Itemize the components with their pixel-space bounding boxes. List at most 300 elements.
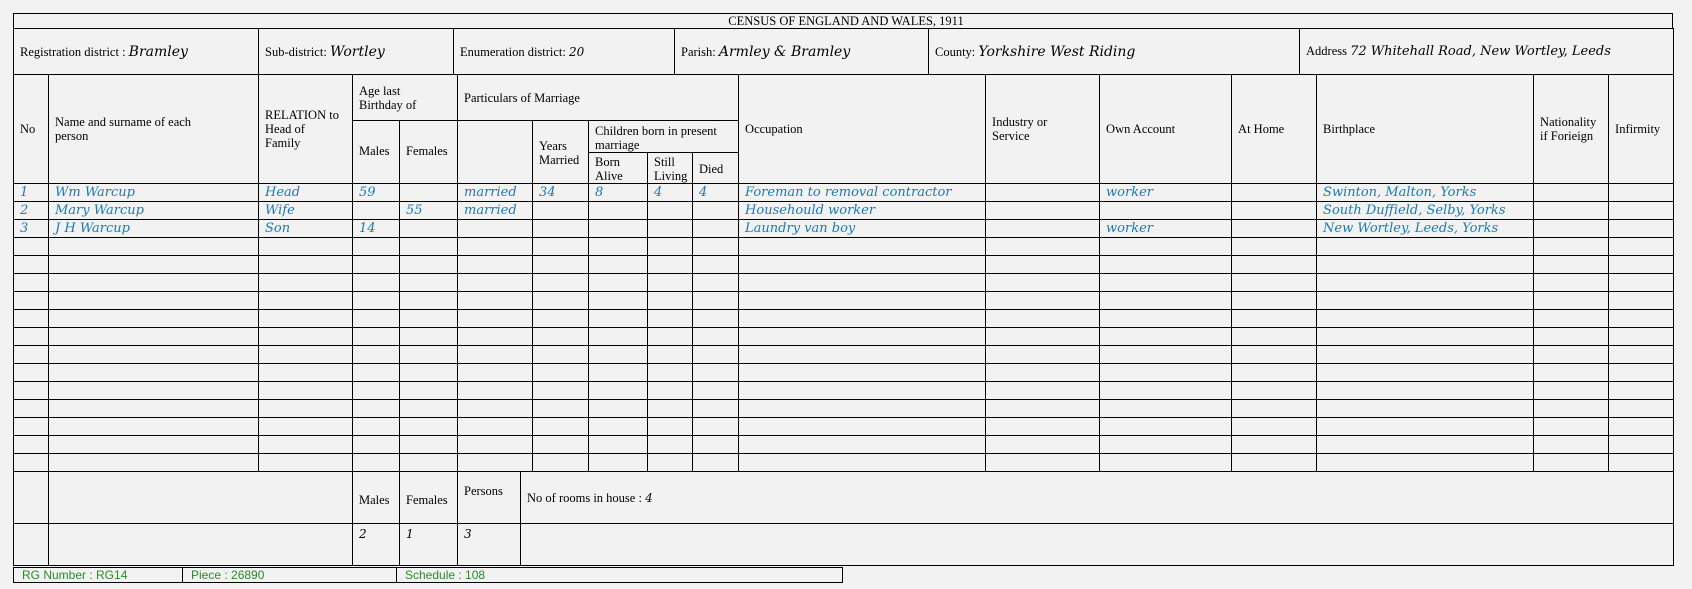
cell-nationality [1534,202,1609,220]
schedule-number: Schedule : 108 [405,568,486,582]
empty-cell [49,346,259,364]
empty-cell [1317,256,1534,274]
empty-cell [1534,436,1609,454]
col-at-home: At Home [1232,75,1317,184]
empty-cell [49,328,259,346]
empty-cell [400,418,458,436]
empty-cell [1100,238,1232,256]
empty-cell [1317,346,1534,364]
empty-cell [533,346,589,364]
empty-cell [693,292,739,310]
empty-cell [1317,400,1534,418]
empty-cell [986,418,1100,436]
empty-cell [1609,400,1674,418]
cell-living [648,220,693,238]
empty-cell [353,292,400,310]
empty-cell [648,382,693,400]
empty-cell [1100,328,1232,346]
empty-cell [400,400,458,418]
empty-cell [1534,292,1609,310]
cell-home [1232,220,1317,238]
table-row [14,346,1674,364]
empty-cell [1100,346,1232,364]
empty-cell [1232,346,1317,364]
empty-cell [14,436,49,454]
empty-cell [259,454,353,472]
col-born-alive: Born Alive [589,153,648,184]
table-row [14,184,1674,202]
totals-table [13,471,1674,566]
cell-industry [986,184,1100,202]
col-males: Males [353,121,400,184]
empty-cell [14,364,49,382]
empty-cell [739,382,986,400]
empty-cell [458,400,533,418]
cell-died: 4 [693,184,739,202]
empty-cell [693,382,739,400]
cell-no: 3 [14,220,49,238]
empty-cell [533,364,589,382]
cell-occupation: Laundry van boy [739,220,986,238]
empty-cell [14,238,49,256]
empty-cell [1232,400,1317,418]
table-row [14,454,1674,472]
empty-cell [1232,274,1317,292]
empty-cell [1232,328,1317,346]
empty-cell [533,418,589,436]
empty-cell [1609,310,1674,328]
empty-cell [14,418,49,436]
cell-infirmity [1609,184,1674,202]
cell-years [533,202,589,220]
empty-cell [400,292,458,310]
empty-cell [14,274,49,292]
empty-cell [739,436,986,454]
empty-cell [986,238,1100,256]
empty-cell [14,310,49,328]
cell-no: 1 [14,184,49,202]
empty-cell [49,256,259,274]
empty-cell [1534,418,1609,436]
empty-cell [986,274,1100,292]
col-still-living: Still Living [648,153,693,184]
empty-cell [1232,364,1317,382]
col-age: Age last Birthday of [353,75,458,121]
empty-cell [1100,454,1232,472]
empty-cell [986,328,1100,346]
empty-cell [458,256,533,274]
empty-cell [259,256,353,274]
registration-district: Registration district : Bramley [14,29,259,75]
cell-born [589,202,648,220]
empty-cell [1232,382,1317,400]
census-table [13,74,1674,472]
empty-cell [533,238,589,256]
empty-cell [739,400,986,418]
empty-cell [14,292,49,310]
empty-cell [400,382,458,400]
table-row [14,202,1674,220]
empty-cell [14,256,49,274]
table-row [14,364,1674,382]
empty-cell [533,256,589,274]
empty-cell [1232,436,1317,454]
empty-cell [986,346,1100,364]
cell-industry [986,202,1100,220]
empty-cell [986,382,1100,400]
empty-cell [589,238,648,256]
empty-cell [533,436,589,454]
empty-cell [49,436,259,454]
rg-number: RG Number : RG14 [14,568,183,582]
empty-cell [589,346,648,364]
empty-cell [400,454,458,472]
table-row [14,256,1674,274]
title-table [13,13,1673,29]
cell-name: Mary Warcup [49,202,259,220]
empty-cell [353,256,400,274]
empty-cell [458,274,533,292]
empty-cell [1100,400,1232,418]
empty-cell [1317,364,1534,382]
empty-cell [589,436,648,454]
empty-cell [353,310,400,328]
empty-cell [1232,310,1317,328]
table-row [14,274,1674,292]
empty-cell [49,310,259,328]
empty-cell [400,274,458,292]
col-marriage: Particulars of Marriage [458,75,739,121]
col-years-married: Years Married [533,121,589,184]
empty-cell [1232,292,1317,310]
empty-cell [533,292,589,310]
empty-cell [353,418,400,436]
cell-name: Wm Warcup [49,184,259,202]
empty-cell [533,400,589,418]
empty-cell [1609,382,1674,400]
col-nationality: Nationality if Forieign [1534,75,1609,184]
empty-cell [739,346,986,364]
parish: Parish: Armley & Bramley [675,29,929,75]
empty-cell [1609,364,1674,382]
empty-cell [353,382,400,400]
empty-cell [1609,238,1674,256]
empty-cell [1100,382,1232,400]
col-occupation: Occupation [739,75,986,184]
empty-cell [259,382,353,400]
empty-cell [739,418,986,436]
empty-cell [1609,328,1674,346]
empty-cell [49,418,259,436]
empty-cell [400,238,458,256]
cell-relation: Head [259,184,353,202]
col-died: Died [693,153,739,184]
cell-own [1100,202,1232,220]
empty-cell [353,346,400,364]
cell-born: 8 [589,184,648,202]
empty-cell [49,400,259,418]
county: County: Yorkshire West Riding [929,29,1300,75]
table-row [14,292,1674,310]
empty-cell [1100,274,1232,292]
address: Address 72 Whitehall Road, New Wortley, Leeds [1300,29,1674,75]
rooms-in-house: No of rooms in house : 4 [521,472,1674,524]
cell-living [648,202,693,220]
cell-infirmity [1609,220,1674,238]
cell-nationality [1534,220,1609,238]
district-header [13,28,1674,75]
empty-cell [1317,418,1534,436]
empty-cell [259,364,353,382]
empty-cell [693,256,739,274]
cell-died [693,220,739,238]
cell-relation: Son [259,220,353,238]
empty-cell [648,436,693,454]
census-sheet [13,13,1673,566]
empty-cell [1609,418,1674,436]
cell-born [589,220,648,238]
empty-cell [1609,256,1674,274]
cell-relation: Wife [259,202,353,220]
empty-cell [353,400,400,418]
empty-cell [1534,346,1609,364]
empty-cell [458,328,533,346]
empty-cell [1609,346,1674,364]
empty-cell [400,346,458,364]
cell-died [693,202,739,220]
table-row [14,328,1674,346]
cell-home [1232,202,1317,220]
empty-cell [589,418,648,436]
empty-cell [693,454,739,472]
empty-cell [1317,328,1534,346]
empty-cell [986,364,1100,382]
empty-cell [986,292,1100,310]
cell-males: 59 [353,184,400,202]
col-relation: RELATION to Head of Family [259,75,353,184]
cell-marriage: married [458,202,533,220]
empty-cell [739,364,986,382]
empty-cell [1317,238,1534,256]
empty-cell [458,454,533,472]
empty-cell [49,274,259,292]
empty-cell [1609,274,1674,292]
empty-cell [589,328,648,346]
empty-cell [648,292,693,310]
empty-cell [1100,292,1232,310]
empty-cell [648,418,693,436]
table-row [14,220,1674,238]
empty-cell [1534,400,1609,418]
cell-name: J H Warcup [49,220,259,238]
empty-cell [458,310,533,328]
empty-cell [693,400,739,418]
empty-cell [353,454,400,472]
empty-cell [739,310,986,328]
cell-nationality [1534,184,1609,202]
empty-cell [259,310,353,328]
empty-cell [1100,256,1232,274]
empty-cell [648,274,693,292]
empty-cell [400,436,458,454]
empty-cell [400,364,458,382]
empty-cell [533,310,589,328]
empty-cell [1534,454,1609,472]
empty-cell [1232,238,1317,256]
empty-cell [648,454,693,472]
empty-cell [986,400,1100,418]
empty-cell [400,310,458,328]
empty-cell [1534,238,1609,256]
empty-cell [1100,436,1232,454]
empty-cell [533,382,589,400]
table-row [14,418,1674,436]
cell-birthplace: Swinton, Malton, Yorks [1317,184,1534,202]
empty-cell [648,346,693,364]
empty-cell [458,292,533,310]
empty-cell [986,256,1100,274]
table-row [14,400,1674,418]
empty-cell [693,418,739,436]
empty-cell [648,310,693,328]
empty-cell [400,256,458,274]
col-birthplace: Birthplace [1317,75,1534,184]
empty-cell [458,436,533,454]
empty-cell [1232,454,1317,472]
empty-cell [353,364,400,382]
empty-cell [458,364,533,382]
empty-cell [14,328,49,346]
table-row [14,436,1674,454]
cell-living: 4 [648,184,693,202]
empty-cell [589,292,648,310]
empty-cell [648,238,693,256]
empty-cell [1609,454,1674,472]
empty-cell [1534,328,1609,346]
empty-cell [986,310,1100,328]
empty-cell [49,238,259,256]
cell-occupation: Househould worker [739,202,986,220]
empty-cell [739,256,986,274]
empty-cell [533,454,589,472]
empty-cell [1534,310,1609,328]
col-no: No [14,75,49,184]
empty-cell [533,328,589,346]
table-row [14,382,1674,400]
empty-cell [14,382,49,400]
empty-cell [1317,436,1534,454]
census-title: CENSUS OF ENGLAND AND WALES, 1911 [14,14,1673,29]
total-males-value: 2 [353,524,400,566]
empty-cell [1317,382,1534,400]
enumeration-district: Enumeration district: 20 [454,29,675,75]
col-infirmity: Infirmity [1609,75,1674,184]
empty-cell [589,256,648,274]
empty-cell [648,400,693,418]
empty-cell [1100,418,1232,436]
col-name: Name and surname of each person [49,75,259,184]
empty-cell [353,328,400,346]
empty-cell [648,364,693,382]
cell-males [353,202,400,220]
empty-cell [693,436,739,454]
empty-cell [458,382,533,400]
col-children: Children born in present marriage [589,121,739,153]
empty-cell [589,364,648,382]
cell-birthplace: New Wortley, Leeds, Yorks [1317,220,1534,238]
empty-cell [589,400,648,418]
empty-cell [1232,418,1317,436]
empty-cell [49,382,259,400]
cell-females [400,184,458,202]
total-males-label: Males [353,472,400,524]
cell-females: 55 [400,202,458,220]
empty-cell [739,292,986,310]
cell-years [533,220,589,238]
empty-cell [458,418,533,436]
empty-cell [1317,310,1534,328]
empty-cell [1534,256,1609,274]
empty-cell [986,454,1100,472]
empty-cell [1609,436,1674,454]
empty-cell [693,274,739,292]
empty-cell [693,364,739,382]
empty-cell [739,328,986,346]
empty-cell [458,346,533,364]
cell-females [400,220,458,238]
cell-birthplace: South Duffield, Selby, Yorks [1317,202,1534,220]
empty-cell [259,238,353,256]
empty-cell [259,418,353,436]
empty-cell [1100,364,1232,382]
empty-cell [400,328,458,346]
cell-home [1232,184,1317,202]
empty-cell [1317,454,1534,472]
col-females: Females [400,121,458,184]
total-females-value: 1 [400,524,458,566]
cell-marriage: married [458,184,533,202]
empty-cell [1317,274,1534,292]
empty-cell [1534,382,1609,400]
total-females-label: Females [400,472,458,524]
empty-cell [1534,274,1609,292]
empty-cell [458,238,533,256]
empty-cell [259,346,353,364]
empty-cell [648,256,693,274]
col-industry: Industry or Service [986,75,1100,184]
empty-cell [49,364,259,382]
empty-cell [693,328,739,346]
cell-no: 2 [14,202,49,220]
cell-males: 14 [353,220,400,238]
col-marriage-status [458,121,533,184]
empty-cell [353,274,400,292]
empty-cell [739,454,986,472]
empty-cell [259,292,353,310]
empty-cell [693,238,739,256]
empty-cell [533,274,589,292]
empty-cell [648,328,693,346]
cell-infirmity [1609,202,1674,220]
col-own-account: Own Account [1100,75,1232,184]
cell-marriage [458,220,533,238]
empty-cell [259,328,353,346]
empty-cell [986,436,1100,454]
empty-cell [259,436,353,454]
reference-footer [13,567,843,583]
empty-cell [353,238,400,256]
empty-cell [589,274,648,292]
